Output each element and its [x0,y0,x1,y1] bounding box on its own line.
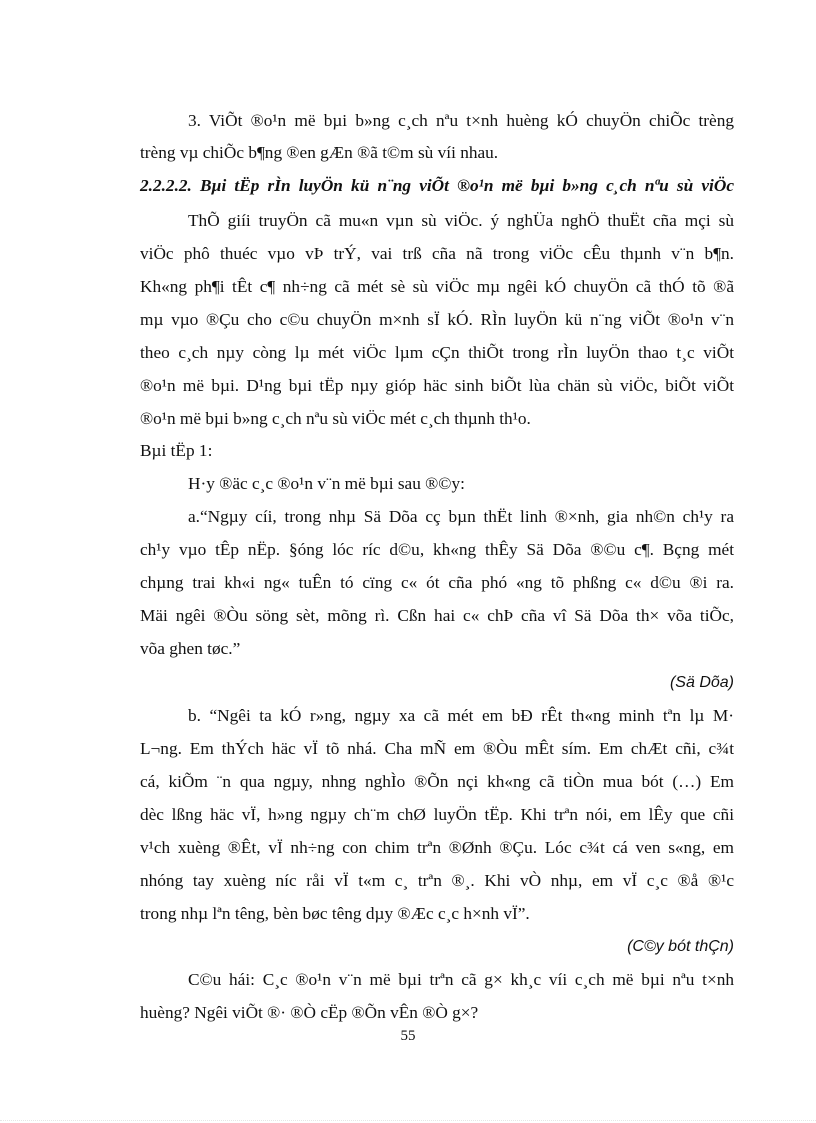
page-bottom-border [0,1120,816,1121]
paragraph-3-line-2: trèng vµ chiÕc b¶ng ®en gÆn ®ã t©m sù víi nhau. [140,143,499,162]
passage-b-line: nhóng tay xuèng níc råi vÏ t«m c¸ trªn ®¸. Khi vÒ nhµ, em vÏ c¸c ®å ®¹c [140,871,734,890]
passage-b-line: trong nhµ lªn têng, bèn bøc têng dµy ®Æc c¸c h×nh vÏ”. [140,904,530,923]
section-heading: 2.2.2.2. Bµi tËp rÌn luyÖn kü n¨ng viÕt ®o¹n më bµi b»ng c¸ch nªu sù viÖc [140,176,734,195]
passage-b-line: b. “Ngêi ta kÓ r»ng, ngµy xa cã mét em bÐ rÊt th«ng minh tªn lµ M· [188,706,734,725]
intro-line: mµ vµo ®Çu cho c©u chuyÖn m×nh sÏ kÓ. RÌn luyÖn kü n¨ng viÕt ®o¹n v¨n [140,310,734,329]
intro-line: ®o¹n më bµi. D¹ng bµi tËp nµy gióp häc sinh biÕt lùa chän sù viÖc, biÕt viÕt [140,376,734,395]
intro-line: ®o¹n më bµi b»ng c¸ch nªu sù viÖc mét c¸ch thµnh th¹o. [140,409,531,428]
passage-b-line: L¬ng. Em thÝch häc vÏ tõ nhá. Cha mÑ em ®Òu mÊt sím. Em chÆt cñi, c¾t [140,739,734,758]
passage-a-line: ch¹y vµo tÊp nËp. §óng lóc ríc d©u, kh«ng thÊy Sä Dõa ®©u c¶. Bçng mét [140,540,734,559]
passage-a-line: võa ghen tøc.” [140,639,241,658]
question-line: C©u hái: C¸c ®o¹n v¨n më bµi trªn cã g× kh¸c víi c¸ch më bµi nªu t×nh [188,970,734,989]
passage-b-line: v¹ch xuèng ®Êt, vÏ nh÷ng con chim trªn ®Ønh ®Çu. Lóc c¾t cá ven s«ng, em [140,838,734,857]
page-number: 55 [400,1028,416,1044]
passage-a-line: a.“Ngµy cíi, trong nhµ Sä Dõa cç bµn thËt linh ®×nh, gia nh©n ch¹y ra [188,507,734,526]
intro-line: Kh«ng ph¶i tÊt c¶ nh÷ng cã mét sè sù viÖc mµ ngêi kÓ chuyÖn cã thÓ tõ ®ã [140,277,734,296]
question-line: huèng? Ngêi viÕt ®· ®Ò cËp ®Õn vÊn ®Ò g×? [140,1003,479,1022]
instruction: H·y ®äc c¸c ®o¹n v¨n më bµi sau ®©y: [188,474,465,493]
intro-line: viÖc phô thuéc vµo vÞ trÝ, vai trß cña nã trong viÖc cÊu thµnh v¨n b¶n. [140,244,734,263]
paragraph-3-line-1: 3. ViÕt ®o¹n më bµi b»ng c¸ch nªu t×nh huèng kÓ chuyÖn chiÕc trèng [188,111,734,130]
citation-b: (C©y bót thÇn) [627,938,734,955]
intro-line: theo c¸ch nµy còng lµ mét viÖc lµm cÇn thiÕt trong rÌn luyÖn thao t¸c viÕt [140,343,734,362]
passage-b-line: dèc lßng häc vÏ, h»ng ngµy ch¨m chØ luyÖn tËp. Khi trªn nói, em lÊy que cñi [140,805,734,824]
citation-a: (Sä Dõa) [669,674,734,691]
intro-line: ThÕ giíi truyÖn cã mu«n vµn sù viÖc. ý nghÜa nghÖ thuËt cña mçi sù [188,211,734,230]
passage-a-line: chµng trai kh«i ng« tuÊn tó cïng c« ót cña phó «ng tõ phßng c« d©u ®i ra. [140,573,734,592]
exercise-label: Bµi tËp 1: [140,441,213,460]
passage-b-line: cá, kiÕm ¨n qua ngµy, nhng nghÌo ®Õn nçi kh«ng cã tiÒn mua bót (…) Em [140,772,734,791]
passage-a-line: Mäi ngêi ®Òu söng sèt, mõng rì. Cßn hai c« chÞ cña vî Sä Dõa th× võa tiÕc, [140,606,734,625]
